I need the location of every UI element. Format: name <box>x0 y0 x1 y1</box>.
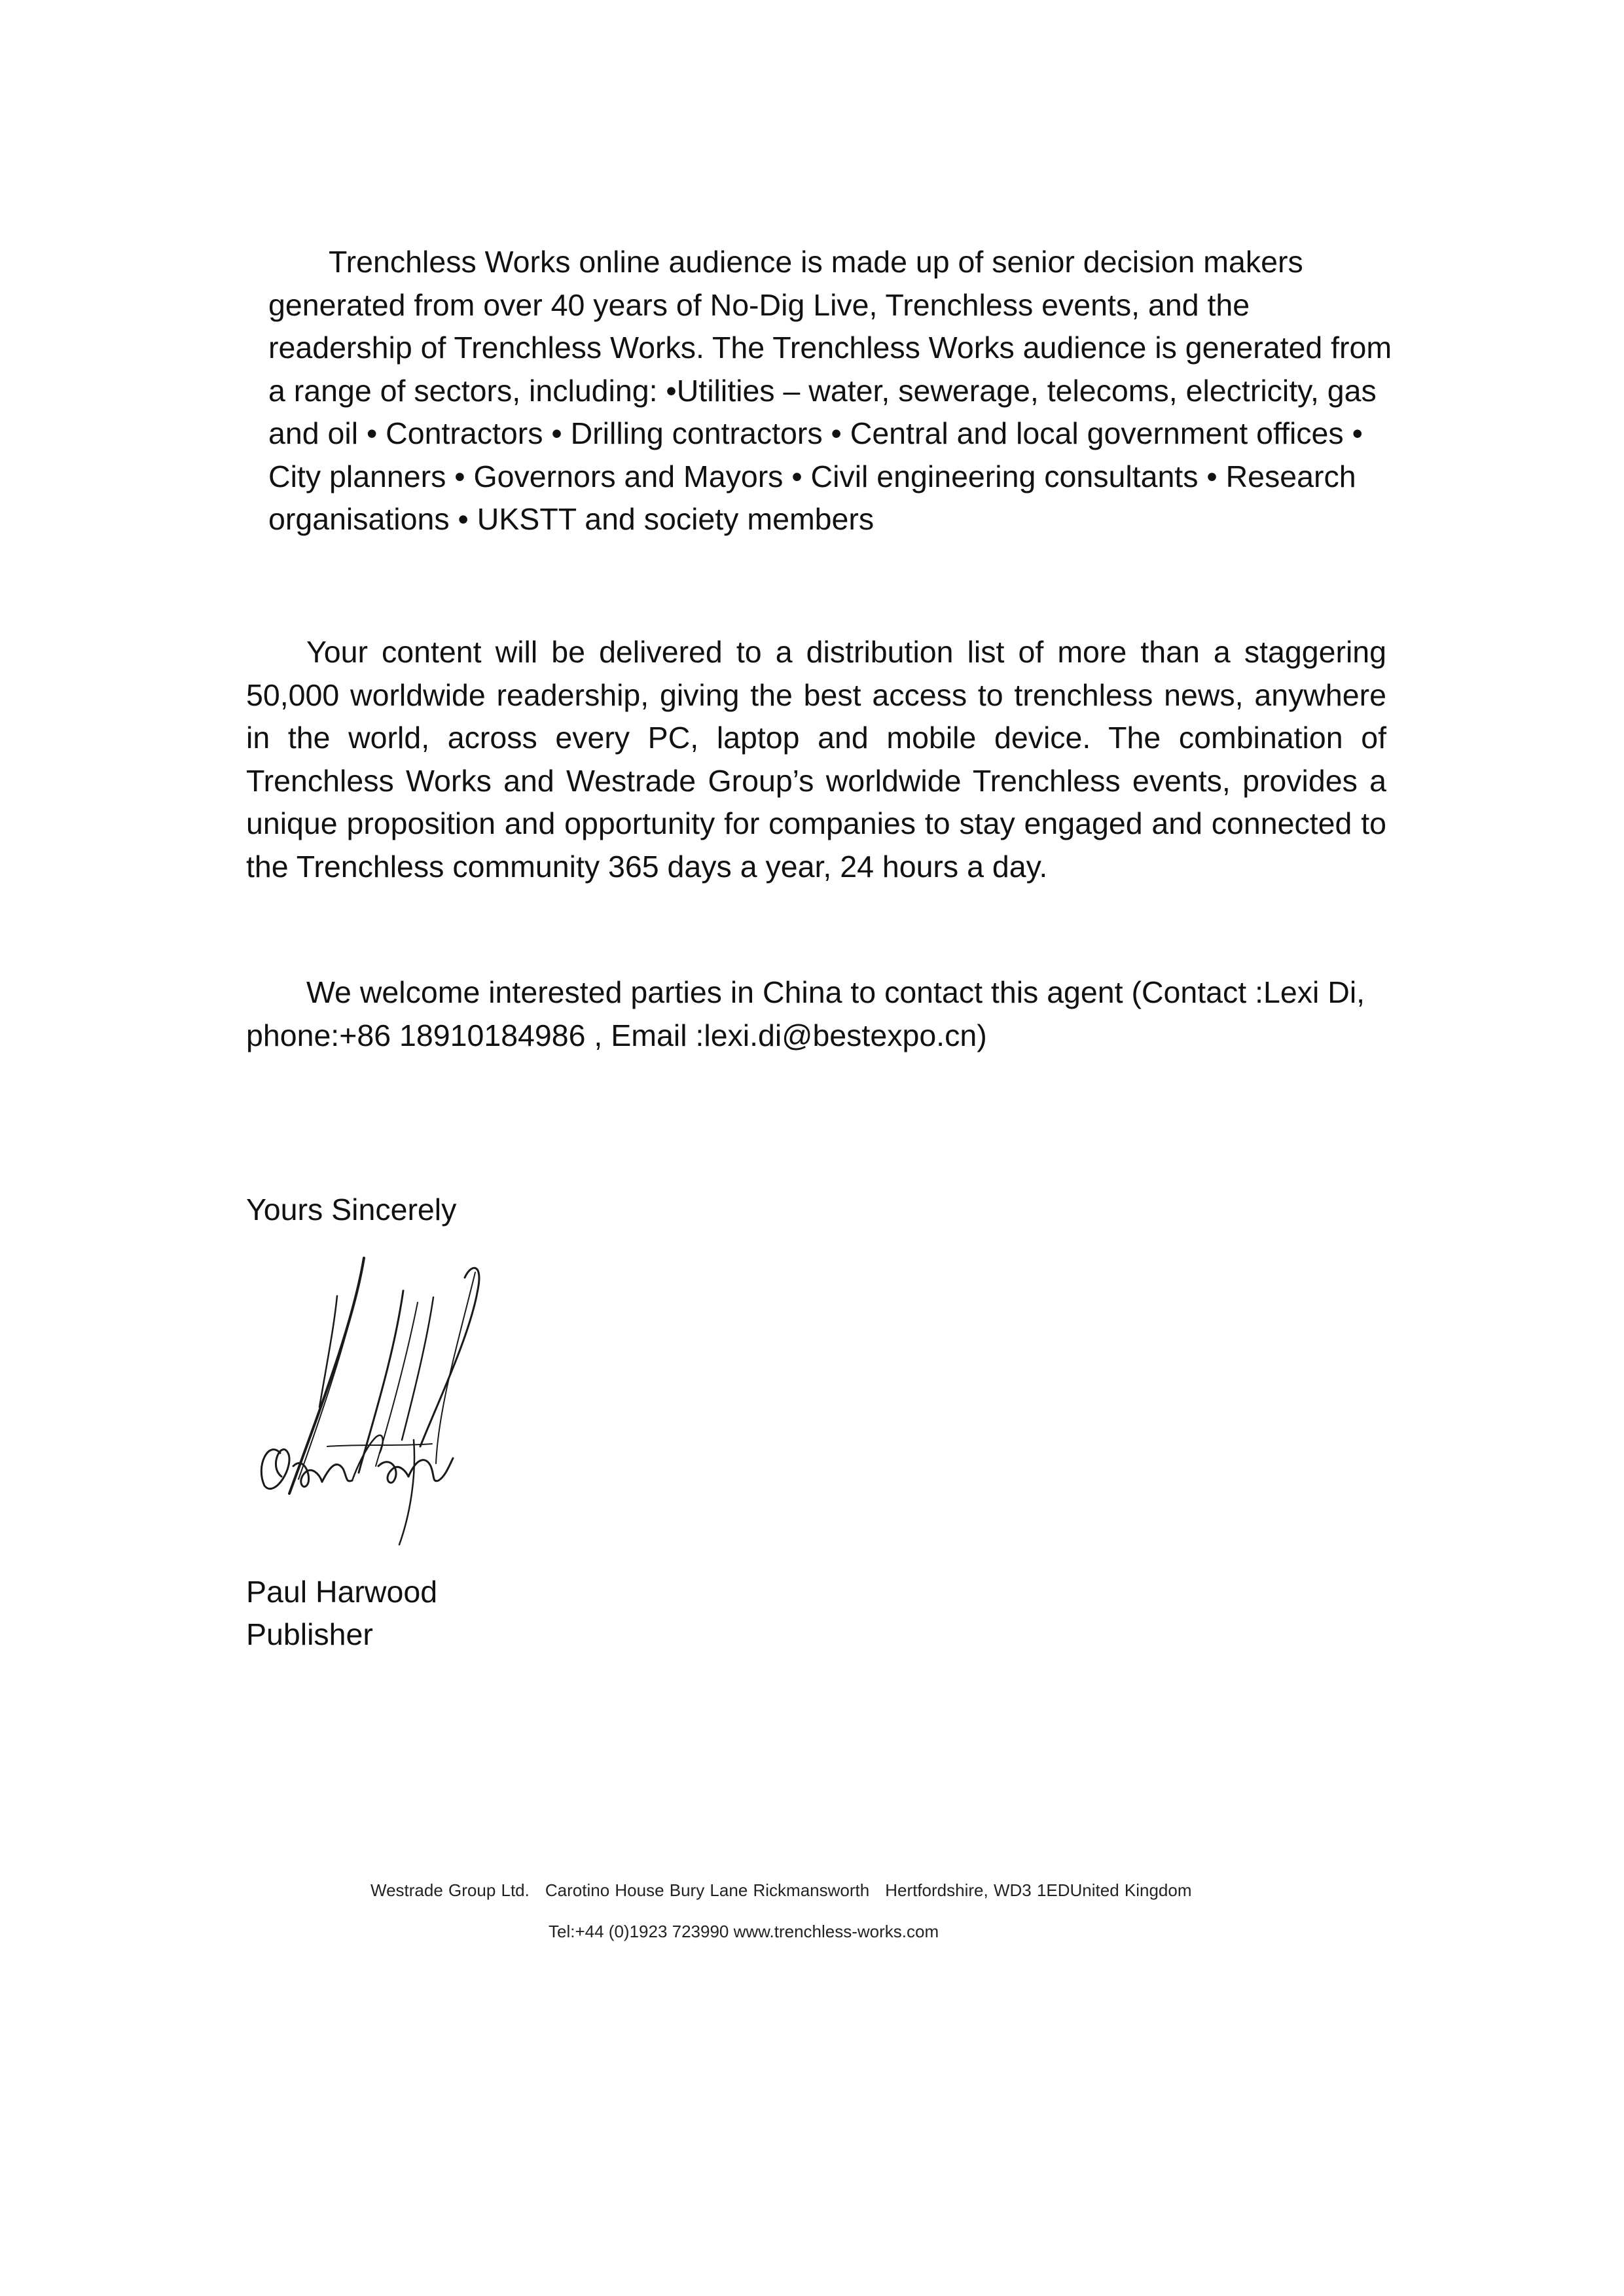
signatory-title: Publisher <box>246 1617 373 1651</box>
footer-company: Westrade Group Ltd. <box>370 1880 530 1900</box>
contact-paragraph: We welcome interested parties in China to contact this agent (Contact :Lexi Di, phone:+86 18910184986 , Email :lexi.di@bestexpo.cn) <box>246 975 1365 1052</box>
footer-region: Hertfordshire, WD3 1EDUnited Kingdom <box>885 1880 1192 1900</box>
signature-image <box>242 1250 543 1558</box>
closing-salutation: Yours Sincerely <box>246 1193 457 1227</box>
distribution-paragraph: Your content will be delivered to a distribution list of more than a staggering 50,000 worldwide readership, giving the best access to trenchless news, anywhere in the world, across every PC, laptop and mobile device. The combination of Trenchless Works and Westrade Group’s worldwide Trenchless events, provides a unique proposition and opportunity for companies to stay engaged and connected to the Trenchless community 365 days a year, 24 hours a day. <box>246 635 1386 884</box>
footer-contact-line: Tel:+44 (0)1923 723990 www.trenchless-works.com <box>549 1922 939 1941</box>
footer-street: Carotino House Bury Lane Rickmansworth <box>545 1880 870 1900</box>
audience-paragraph: Trenchless Works online audience is made up of senior decision makers generated from over 40 years of No-Dig Live, Trenchless events, and the readership of Trenchless Works. The Trenchless Works audience is generated from a range of sectors, including: •Utilities – water, sewerage, telecoms, electricity, gas and oil • Contractors • Drilling contractors • Central and local government offices • City planners • Governors and Mayors • Civil engineering consultants • Research organisations • UKSTT and society members <box>268 245 1392 536</box>
footer-address-line <box>370 1879 1192 1901</box>
signatory-name: Paul Harwood <box>246 1575 438 1609</box>
